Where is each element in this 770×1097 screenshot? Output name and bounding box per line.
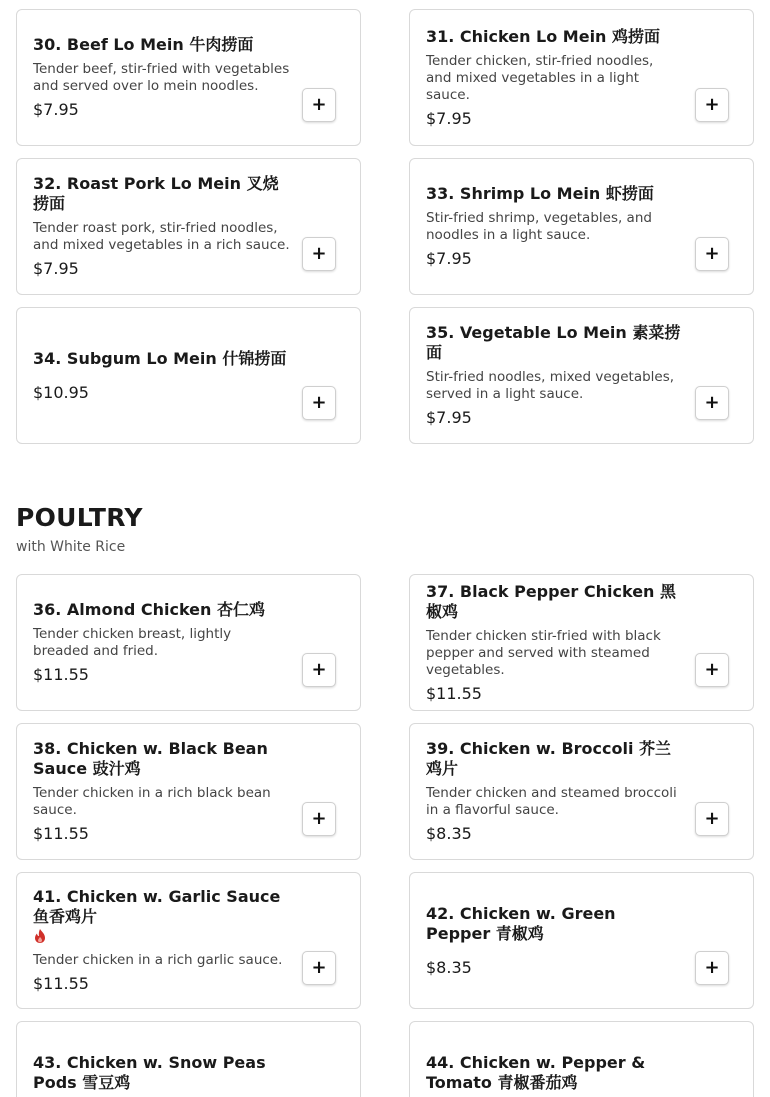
item-price: $8.35 xyxy=(426,824,472,843)
item-description: Tender beef, stir-fried with vegetables and served over lo mein noodles. xyxy=(33,61,290,94)
item-price: $11.55 xyxy=(426,683,482,703)
menu-item-card[interactable] xyxy=(409,723,754,860)
menu-item-info xyxy=(33,1022,290,1097)
menu-item-card[interactable] xyxy=(409,307,754,444)
item-price: $7.95 xyxy=(426,108,472,128)
item-price: $7.95 xyxy=(426,249,472,268)
menu-item-card[interactable] xyxy=(16,872,361,1009)
menu-item-card[interactable] xyxy=(16,723,361,860)
add-to-cart-button[interactable]: + xyxy=(695,951,729,985)
item-description: Tender chicken in a rich garlic sauce. xyxy=(33,952,283,968)
menu-item-info xyxy=(33,159,290,294)
menu-item-info xyxy=(33,10,290,145)
item-title: 41. Chicken w. Garlic Sauce 鱼香鸡片 xyxy=(33,887,281,926)
add-to-cart-button[interactable]: + xyxy=(695,653,729,687)
item-title: 34. Subgum Lo Mein 什锦捞面 xyxy=(33,348,287,368)
menu-item-card[interactable] xyxy=(409,9,754,146)
spicy-icon xyxy=(33,928,290,946)
item-price: $8.35 xyxy=(426,957,472,977)
menu-item-card[interactable] xyxy=(16,574,361,711)
item-title: 35. Vegetable Lo Mein 素菜捞面 xyxy=(426,323,681,362)
add-to-cart-button[interactable]: + xyxy=(695,88,729,122)
item-description: Tender roast pork, stir-fried noodles, and mixed vegetables in a rich sauce. xyxy=(33,220,290,253)
item-description: Tender chicken and steamed broccoli in a flavorful sauce. xyxy=(426,785,677,818)
menu-item-info xyxy=(426,10,683,145)
item-price: $7.95 xyxy=(33,259,79,278)
item-title: 44. Chicken w. Pepper & Tomato 青椒番茄鸡 xyxy=(426,1053,646,1092)
item-title: 38. Chicken w. Black Bean Sauce 豉汁鸡 xyxy=(33,739,268,778)
menu-item-info xyxy=(426,159,683,294)
menu-item-info xyxy=(426,873,683,1008)
item-description: Stir-fried noodles, mixed vegetables, served in a light sauce. xyxy=(426,369,675,402)
item-title: 33. Shrimp Lo Mein 虾捞面 xyxy=(426,184,654,203)
add-to-cart-button[interactable]: + xyxy=(302,237,336,271)
add-to-cart-button[interactable]: + xyxy=(302,951,336,985)
item-title: 37. Black Pepper Chicken 黑椒鸡 xyxy=(426,581,677,621)
item-description: Stir-fried shrimp, vegetables, and noodles in a light sauce. xyxy=(426,210,652,243)
menu-item-card[interactable] xyxy=(409,574,754,711)
item-description: Tender chicken stir-fried with black pepper and served with steamed vegetables. xyxy=(426,627,661,678)
menu-item-card[interactable] xyxy=(16,1021,361,1097)
item-price: $11.55 xyxy=(33,665,89,684)
section-title: POULTRY xyxy=(16,503,143,532)
menu-item-info xyxy=(33,308,290,443)
menu-item-card[interactable] xyxy=(409,872,754,1009)
item-title: 42. Chicken w. Green Pepper 青椒鸡 xyxy=(426,903,616,943)
menu-item-info xyxy=(33,575,290,710)
menu-item-card[interactable] xyxy=(409,158,754,295)
menu-item-info xyxy=(426,575,683,710)
menu-item-card[interactable] xyxy=(16,9,361,146)
add-to-cart-button[interactable]: + xyxy=(302,386,336,420)
item-title: 31. Chicken Lo Mein 鸡捞面 xyxy=(426,26,661,46)
item-price: $7.95 xyxy=(33,100,79,119)
add-to-cart-button[interactable]: + xyxy=(302,653,336,687)
item-title: 32. Roast Pork Lo Mein 叉烧捞面 xyxy=(33,174,279,213)
item-title: 39. Chicken w. Broccoli 芥兰鸡片 xyxy=(426,739,672,778)
menu-item-info xyxy=(426,724,683,859)
add-to-cart-button[interactable]: + xyxy=(695,802,729,836)
add-to-cart-button[interactable]: + xyxy=(302,88,336,122)
item-price: $11.55 xyxy=(33,824,89,843)
item-description: Tender chicken, stir-fried noodles, and mixed vegetables in a light sauce. xyxy=(426,52,654,103)
item-description: Tender chicken in a rich black bean sauce. xyxy=(33,785,271,818)
item-price: $7.95 xyxy=(426,408,472,427)
menu-item-info xyxy=(426,308,683,443)
item-title: 30. Beef Lo Mein 牛肉捞面 xyxy=(33,35,254,54)
menu-item-info xyxy=(33,724,290,859)
item-description: Tender chicken breast, lightly breaded and fried. xyxy=(33,626,232,659)
item-price: $10.95 xyxy=(33,382,89,402)
add-to-cart-button[interactable]: + xyxy=(695,237,729,271)
item-title: 36. Almond Chicken 杏仁鸡 xyxy=(33,600,265,619)
add-to-cart-button[interactable]: + xyxy=(695,386,729,420)
section-subtitle: with White Rice xyxy=(16,539,126,555)
menu-item-card[interactable] xyxy=(409,1021,754,1097)
menu-item-card[interactable] xyxy=(16,307,361,444)
add-to-cart-button[interactable]: + xyxy=(302,802,336,836)
menu-item-info xyxy=(33,873,290,1008)
item-title: 43. Chicken w. Snow Peas Pods 雪豆鸡 xyxy=(33,1053,266,1092)
menu-item-info xyxy=(426,1022,683,1097)
item-price: $11.55 xyxy=(33,974,89,993)
menu-item-card[interactable] xyxy=(16,158,361,295)
